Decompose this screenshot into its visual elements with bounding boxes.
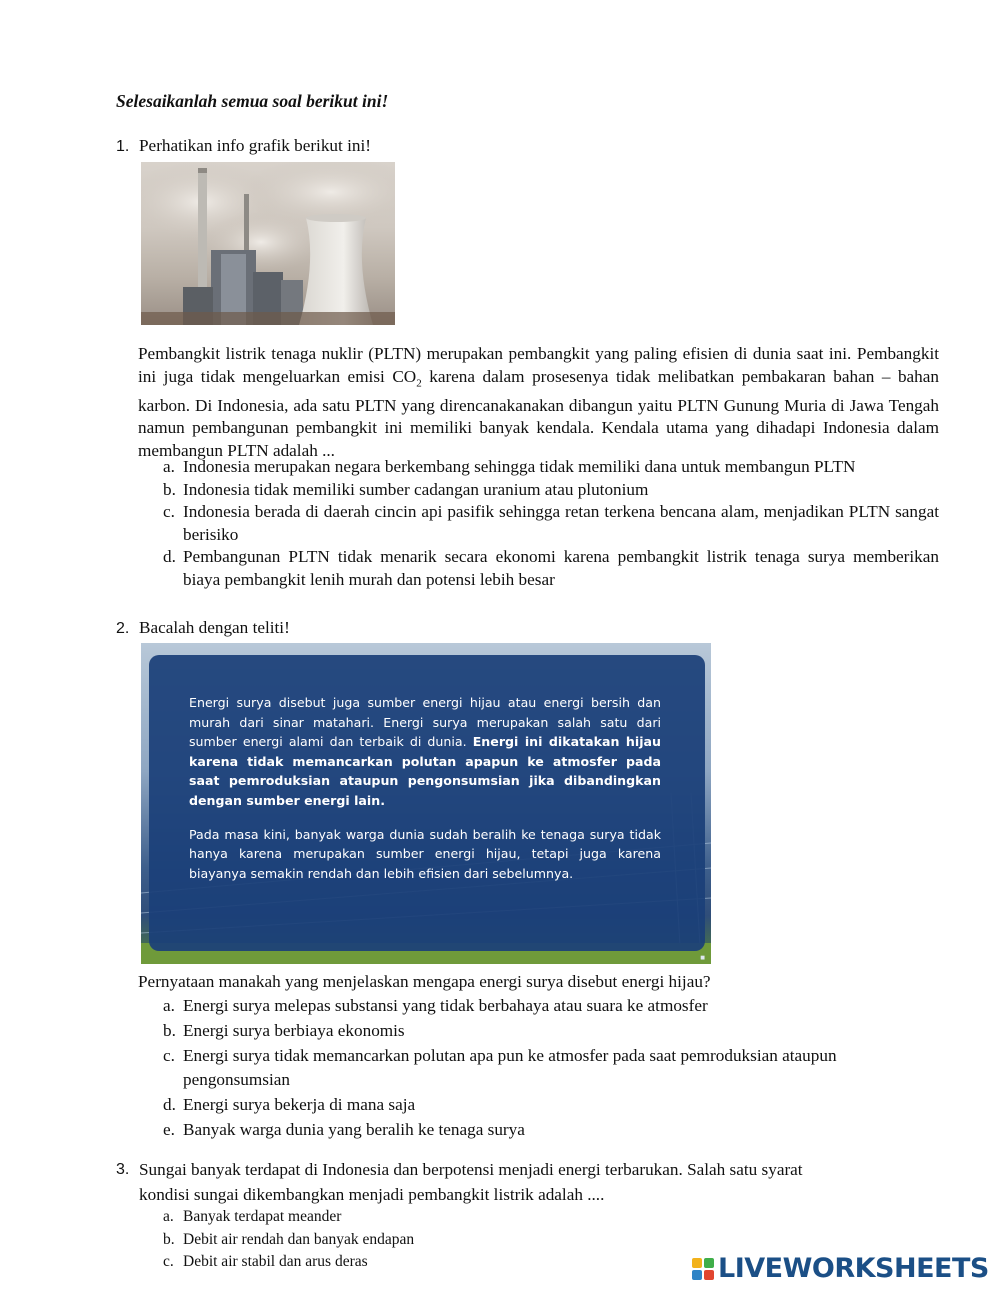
question-3-prompt: Sungai banyak terdapat di Indonesia dan berpotensi menjadi energi terbarukan. Salah satu syarat kondisi sungai dikembangkan menjadi pembangkit listrik adalah ....: [139, 1160, 803, 1204]
power-plant-illustration: [141, 162, 395, 325]
option-letter: d.: [163, 1095, 176, 1115]
option-letter: c.: [163, 1253, 174, 1270]
question-3-number: 3.: [116, 1161, 130, 1178]
option-item[interactable]: [138, 546, 939, 591]
image-credit: ■: [700, 955, 705, 961]
question-3-prompt-line: [116, 1157, 856, 1207]
question-2-options: [138, 994, 939, 1143]
option-text: Energi surya bekerja di mana saja: [183, 1095, 416, 1115]
option-letter: a.: [163, 457, 175, 476]
option-text: Debit air rendah dan banyak endapan: [183, 1230, 415, 1248]
option-item[interactable]: [138, 1044, 939, 1094]
question-1-prompt: Perhatikan info grafik berikut ini!: [139, 136, 371, 155]
option-text: Energi surya tidak memancarkan polutan apa pun ke atmosfer pada saat pemroduksian ataupun pengonsumsian: [183, 1045, 837, 1090]
option-item[interactable]: [138, 1229, 939, 1252]
co2-subscript: 2: [416, 377, 422, 390]
option-item[interactable]: [138, 1019, 939, 1044]
logo-squares-icon: [692, 1258, 714, 1280]
infographic-paragraph-2: Pada masa kini, banyak warga dunia sudah beralih ke tenaga surya tidak hanya karena merupakan sumber energi hijau, tetapi juga karena biayanya semakin rendah dan lebih efisien dari sebelumnya.: [189, 826, 661, 881]
question-1-prompt-line: [116, 136, 371, 156]
option-item[interactable]: [138, 1118, 939, 1143]
option-item[interactable]: [138, 994, 939, 1019]
option-text: Indonesia merupakan negara berkembang sehingga tidak memiliki dana untuk membangun PLTN: [183, 457, 856, 476]
question-2-prompt: Bacalah dengan teliti!: [139, 618, 290, 637]
option-letter: a.: [163, 1208, 174, 1225]
option-text: Indonesia tidak memiliki sumber cadangan uranium atau plutonium: [183, 479, 649, 499]
question-1-options: [138, 456, 939, 592]
question-1-paragraph-text-cont: karena dalam prosesenya tidak melibatkan pembakaran bahan – bahan karbon. Di Indonesia, ada satu PLTN yang direncanakanakan dibangun yaitu PLTN Gunung Muria di Jawa Tengah namun pembangunan pembangkit ini memiliki banyak kendala. Kendala utama yang dihadapi Indonesia dalam membangun PLTN adalah ...: [138, 366, 939, 460]
worksheet-title: Selesaikanlah semua soal berikut ini!: [116, 91, 389, 111]
option-item[interactable]: [138, 1093, 939, 1118]
infographic-text: [189, 693, 661, 897]
option-letter: b.: [163, 479, 176, 499]
option-item[interactable]: [138, 501, 939, 546]
question-1-number: 1.: [116, 138, 130, 155]
question-1-paragraph: [138, 343, 939, 462]
option-text: Pembangunan PLTN tidak menarik secara ekonomi karena pembangkit listrik tenaga surya memberikan biaya pembangkit lenih murah dan potensi lebih besar: [183, 547, 939, 589]
power-plant-image: [141, 162, 395, 325]
option-item[interactable]: [138, 1206, 939, 1229]
infographic-p1-bold: Energi ini dikatakan hijau karena tidak memancarkan polutan apapun ke atmosfer pada saat pemroduksian ataupun pengonsumsian jika dibandingkan dengan sumber energi lain.: [189, 734, 661, 808]
option-letter: a.: [163, 996, 175, 1015]
option-item[interactable]: [138, 456, 939, 479]
option-text: Indonesia berada di daerah cincin api pasifik sehingga retan terkena bencana alam, menjadikan PLTN sangat berisiko: [183, 502, 939, 544]
option-letter: d.: [163, 547, 176, 567]
option-letter: c.: [163, 1045, 175, 1065]
option-text: Energi surya melepas substansi yang tidak berbahaya atau suara ke atmosfer: [183, 996, 708, 1015]
option-text: Debit air stabil dan arus deras: [183, 1253, 368, 1270]
option-text: Banyak warga dunia yang beralih ke tenaga surya: [183, 1119, 525, 1139]
question-2-number: 2.: [116, 620, 130, 637]
option-letter: b.: [163, 1020, 176, 1040]
option-text: Banyak terdapat meander: [183, 1208, 342, 1225]
infographic-p1-normal: Energi surya disebut juga sumber energi hijau atau energi bersih dan murah dari sinar matahari. Energi surya merupakan salah satu dari sumber energi alami dan terbaik di dunia.: [189, 695, 661, 750]
liveworksheets-logo[interactable]: [692, 1253, 989, 1284]
option-text: Energi surya berbiaya ekonomis: [183, 1020, 405, 1040]
question-2-prompt-line: [116, 618, 290, 638]
logo-text: LIVEWORKSHEETS: [718, 1253, 989, 1284]
option-letter: b.: [163, 1230, 175, 1248]
solar-energy-infographic: [141, 643, 711, 964]
option-item[interactable]: [138, 479, 939, 502]
option-letter: c.: [163, 502, 175, 522]
option-letter: e.: [163, 1119, 175, 1139]
question-2-question: Pernyataan manakah yang menjelaskan mengapa energi surya disebut energi hijau?: [138, 972, 711, 991]
question-1-paragraph-text: Pembangkit listrik tenaga nuklir (PLTN) merupakan pembangkit yang paling efisien di dunia saat ini. Pembangkit ini juga tidak mengeluarkan emisi CO: [138, 344, 939, 386]
infographic-paragraph-1: [189, 693, 661, 811]
